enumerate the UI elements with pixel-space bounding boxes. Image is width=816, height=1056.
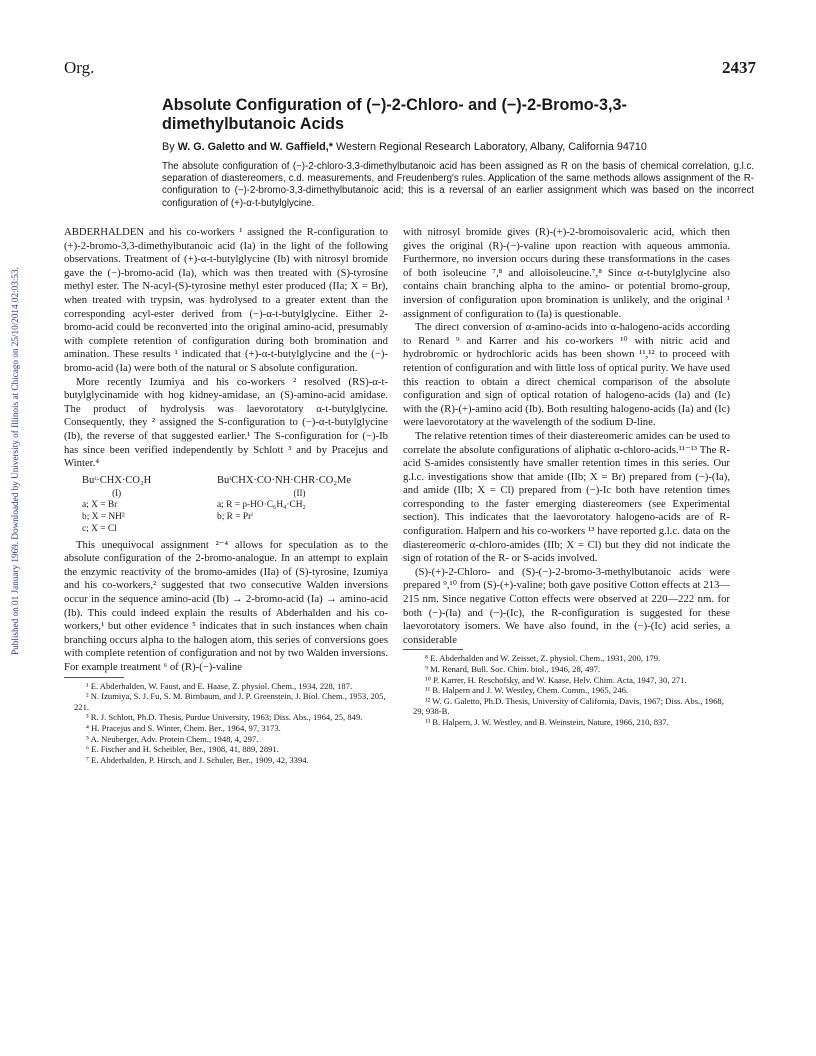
footnote: ¹¹ B. Halpern and J. W. Westley, Chem. Comm., 1965, 246.	[425, 685, 629, 696]
author-line	[162, 141, 762, 153]
formula-I-line: a; X = Br	[82, 499, 118, 510]
paragraph: with nitrosyl bromide gives (R)-(+)-2-bromoisovaleric acid, which then gives the original (R)-(−)-valine upon reaction with aqueous ammonia. Furthermore, no inversion occurs during these transformations in the cases of both isoleucine ⁷,⁸ and alloisoleucine.⁷,⁸ Since α-t-butylglycine also contains chain branching alpha to the amino- or potential bromo-group, inversion of configuration upon bromination is unlikely, and the original ¹ assignment of configuration to (Ia) is questionable.	[403, 226, 730, 320]
page-number: 2437	[722, 58, 756, 77]
footnote: ⁵ A. Neuberger, Adv. Protein Chem., 1948, 4, 297.	[86, 733, 259, 744]
article-title: Absolute Configuration of (−)-2-Chloro- and (−)-2-Bromo-3,3-dimethylbutanoic Acids	[162, 96, 627, 133]
structure-formulas	[64, 471, 388, 539]
footnote: ¹² W. G. Galetto, Ph.D. Thesis, University of California, Davis, 1967; Diss. Abs., 1968, 29, 938-B.	[413, 695, 724, 717]
footnote: ⁴ H. Pracejus and S. Winter, Chem. Ber., 1964, 97, 3173.	[86, 723, 281, 733]
paragraph: The relative retention times of their diastereomeric amides can be used to correlate the absolute configurations of aliphatic α-chloro-acids.¹¹⁻¹³ The R-acid S-amides consistently have smaller retention times in this series. Our g.l.c. investigations show that amide (IIb; X = Br) prepared from (−)-(Ia), and amide (IIb; X = Cl) prepared from (−)-Ic both have retention times corresponding to the faster emerging diastereomers (see Experimental section). This indicates that the laevorotatory halogeno-acids are of R-configuration. Halpern and his co-workers ¹³ have reported g.l.c. data on the diastereomeric α-chloro-amides (IIb; X = Cl) but they did not indicate the sign of rotation of the R- or S-acids involved.	[403, 429, 730, 565]
author-names: W. G. Galetto and W. Gaffield,*	[177, 141, 333, 153]
journal-name: Org.	[64, 58, 95, 77]
footnote: ⁸ E. Abderhalden and W. Zeisset, Z. physiol. Chem., 1931, 200, 179.	[425, 653, 661, 664]
right-column	[403, 226, 730, 728]
paragraph: (S)-(+)-2-Chloro- and (S)-(−)-2-bromo-3-methylbutanoic acids were prepared ⁹,¹⁰ from (S)-(+)-valine; both gave positive Cotton effects at 213—215 nm. Since negative Cotton effects were observed at 220—222 nm. for both (−)-(Ia) and (−)-(Ic), the R-configuration is suggested for these laevorotatory isomers. We have also found, in the (−)-(Ic) acid series, a considerable	[403, 565, 730, 646]
footnote: ⁹ M. Renard, Bull. Soc. Chim. biol., 1946, 28, 497.	[425, 664, 601, 674]
formula-I-head: Buᵗ·CHX·CO₂H	[82, 474, 152, 486]
paragraph: The direct conversion of α-amino-acids into α-halogeno-acids according to Renard ⁹ and Karrer and his co-workers ¹⁰ with nitric acid and hydrobromic or hydrochloric acids has been shown ¹¹,¹² to proceed with retention of configuration and with little loss of optical purity. We have used this reaction to obtain a direct chemical comparison of the absolute configuration and sign of optical rotation of halogeno-acids (Ia) and (Ic) with the (R)-(+)-amino acid (Ib). Both resulting halogeno-acids (Ia) and (Ic) were laevorotatory at the wavelength of the sodium D-line.	[403, 321, 730, 429]
footnote: ¹ E. Abderhalden, W. Faust, and E. Haase, Z. physiol. Chem., 1934, 228, 187.	[86, 680, 353, 691]
abstract: The absolute configuration of (−)-2-chloro-3,3-dimethylbutanoic acid has been assigned as R on the basis of chemical correlation, g.l.c. separation of diastereomers, c.d. measurements, and Freudenberg's rules. Application of the same methods allows assignment of the R-configuration to (−)-2-bromo-3,3-dimethylbutanoic acid; this is a reversal of an earlier assignment which was based on the incorrect configuration of (+)-α-t-butylglycine.	[162, 161, 754, 209]
formula-II-line: a; R = p-HO·C₆H₄·CH₂	[217, 499, 306, 510]
footnote: ² N. Izumiya, S. J. Fu, S. M. Birnbaum, and J. P. Greenstein, J. Biol. Chem., 1953, 205, 221.	[74, 691, 386, 712]
paragraph: This unequivocal assignment ²⁻⁴ allows for speculation as to the absolute configuration of the 2-bromo-analogue. In an attempt to explain the enzymic reactivity of the bromo-amides (IIa) of (S)-tyrosine, Izumiya and his co-workers,² suggested that two consecutive Walden inversions occur in the sequence amino-acid (Ib) → 2-bromo-acid (Ia) → amino-acid (Ib). This could indeed explain the results of Abderhalden and his co-workers,¹ but other evidence ⁵ indicates that in such instances when chain branching occurs alpha to the halogen atom, this series of conversions goes with complete retention of configuration and not by two Walden inversions. For example treatment ⁶ of (R)-(−)-valine	[64, 538, 388, 674]
formula-I-line: b; X = NH²	[82, 511, 125, 522]
formula-II	[217, 475, 382, 535]
footnote: ⁷ E. Abderhalden, P. Hirsch, and J. Schuler, Ber., 1909, 42, 3394.	[86, 754, 309, 765]
download-stamp-text: Published on 01 January 1969. Downloaded by University of Illinois at Chicago on 25/10/2014 02:03:53.	[10, 267, 20, 655]
paragraph: More recently Izumiya and his co-workers ² resolved (RS)-α-t-butylglycinamide with hog kidney-amidase, an (S)-amino-acid amidase. The product of hydrolysis was laevorotatory α-t-butylglycine. Consequently, they ² assigned the S-configuration to (−)-α-t-butylglycine (Ib), the reverse of that suggested earlier.¹ The S-configuration for (−)-Ib has since been verified independently by Schlott ³ and by Pracejus and Winter.⁴	[64, 375, 388, 470]
formula-I-line: c; X = Cl	[82, 523, 117, 534]
footnote: ³ R. J. Schlott, Ph.D. Thesis, Purdue University, 1963; Diss. Abs., 1964, 25, 849.	[86, 712, 363, 723]
footnote: ¹⁰ P. Karrer, H. Reschofsky, and W. Kaase, Helv. Chim. Acta, 1947, 30, 271.	[425, 674, 687, 685]
footnote: ⁶ E. Fischer and H. Scheibler, Ber., 1908, 41, 889, 2891.	[86, 744, 279, 755]
formula-II-number: (II)	[293, 487, 306, 498]
formula-II-head: BuᵗCHX·CO·NH·CHR·CO₂Me	[217, 474, 352, 486]
formula-II-line: b; R = Prⁱ	[217, 511, 253, 522]
left-column	[64, 226, 388, 765]
by-label: By	[162, 141, 175, 153]
download-stamp	[2, 185, 18, 655]
paragraph: ABDERHALDEN and his co-workers ¹ assigned the R-configuration to (+)-2-bromo-3,3-dimethylbutanoic acid (Ia) in the light of the following observations. Treatment of (+)-α-t-butylglycine (Ib) with nitrosyl bromide gave the (−)-bromo-acid (Ia), which was then treated with (S)-tyrosine methyl ester. The N-acyl-(S)-tyrosine methyl ester produced (IIa; X = Br), when treated with trypsin, was hydrolysed to a greater extent than the corresponding acyl-ester derived from (−)-α-t-butylglycine. Either 2-bromo-acid could be reconverted into the original amino-acid, presumably with complete retention of configuration during both bromination and amination. These results ¹ indicated that (+)-α-t-butylglycine and the (−)-bromo-acid (Ia) were both of the natural or S absolute configuration.	[64, 226, 388, 374]
author-affiliation: Western Regional Research Laboratory, Albany, California 94710	[335, 141, 647, 153]
footnote-divider	[64, 677, 124, 678]
footnote-divider	[403, 649, 463, 650]
formula-I	[82, 475, 151, 535]
formula-I-number: (I)	[112, 487, 122, 498]
footnote: ¹³ B. Halpern, J. W. Westley, and B. Weinstein, Nature, 1966, 210, 837.	[425, 716, 669, 727]
